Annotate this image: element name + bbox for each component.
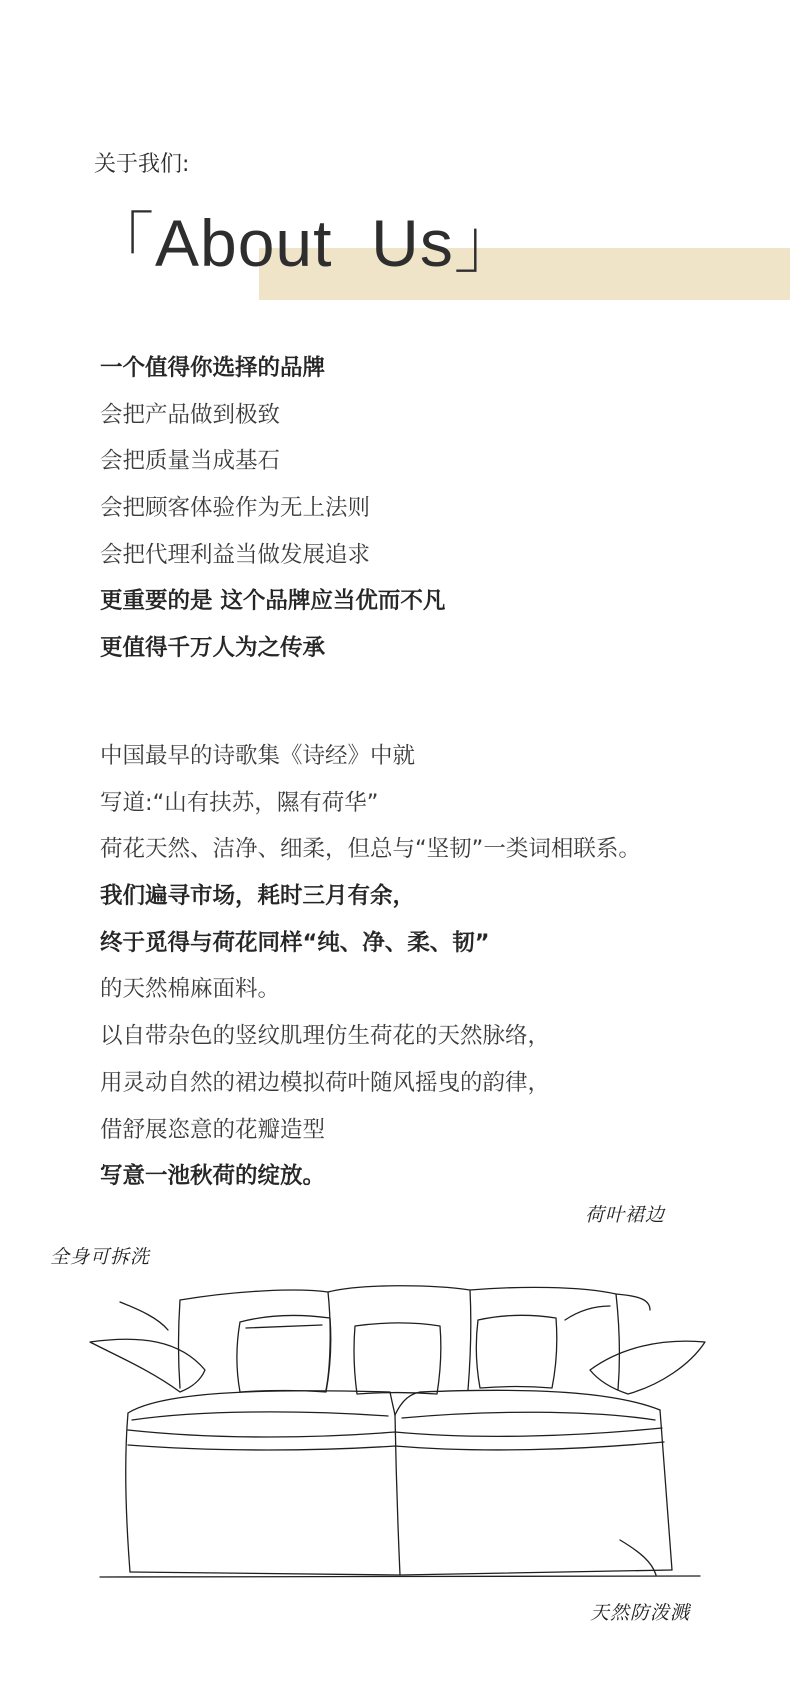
text-line: 荷花天然、洁净、细柔，但总与“坚韧”一类词相联系。: [100, 836, 641, 863]
sofa-sketch-icon: [0, 1270, 790, 1640]
annotation-splash: 天然防泼溅: [590, 1602, 691, 1624]
text-line: 借舒展恣意的花瓣造型: [100, 1116, 326, 1143]
brand-intro: [100, 345, 750, 672]
text-line: 的天然棉麻面料。: [100, 976, 281, 1003]
text-line: 一个值得你选择的品牌: [100, 355, 326, 381]
text-line: 我们遍寻市场，耗时三月有余，: [100, 883, 416, 910]
text-line: 会把顾客体验作为无上法则: [100, 495, 371, 522]
annotation-skirt: 荷叶裙边: [585, 1204, 666, 1226]
text-line: 更值得千万人为之传承: [100, 635, 326, 662]
section-label: 关于我们:: [94, 152, 190, 177]
hero-title-area: [0, 206, 790, 310]
story-text: [100, 733, 750, 1200]
text-line: 写道:“山有扶苏，隰有荷华”: [100, 789, 379, 816]
text-line: 用灵动自然的裙边模拟荷叶随风摇曳的韵律，: [100, 1069, 551, 1096]
text-line: 会把产品做到极致: [100, 401, 281, 428]
text-line: 会把代理利益当做发展追求: [100, 541, 371, 568]
sofa-illustration: [0, 1204, 790, 1640]
text-line: 终于觅得与荷花同样“纯、净、柔、韧”: [100, 929, 490, 956]
page-title: 「About Us」: [88, 206, 521, 280]
text-line: 更重要的是 这个品牌应当优而不凡: [100, 588, 446, 615]
annotation-removable: 全身可拆洗: [50, 1246, 151, 1268]
text-line: 以自带杂色的竖纹肌理仿生荷花的天然脉络，: [100, 1023, 551, 1050]
text-line: 中国最早的诗歌集《诗经》中就: [100, 743, 416, 769]
text-line: 写意一池秋荷的绽放。: [100, 1163, 326, 1190]
text-line: 会把质量当成基石: [100, 448, 281, 475]
